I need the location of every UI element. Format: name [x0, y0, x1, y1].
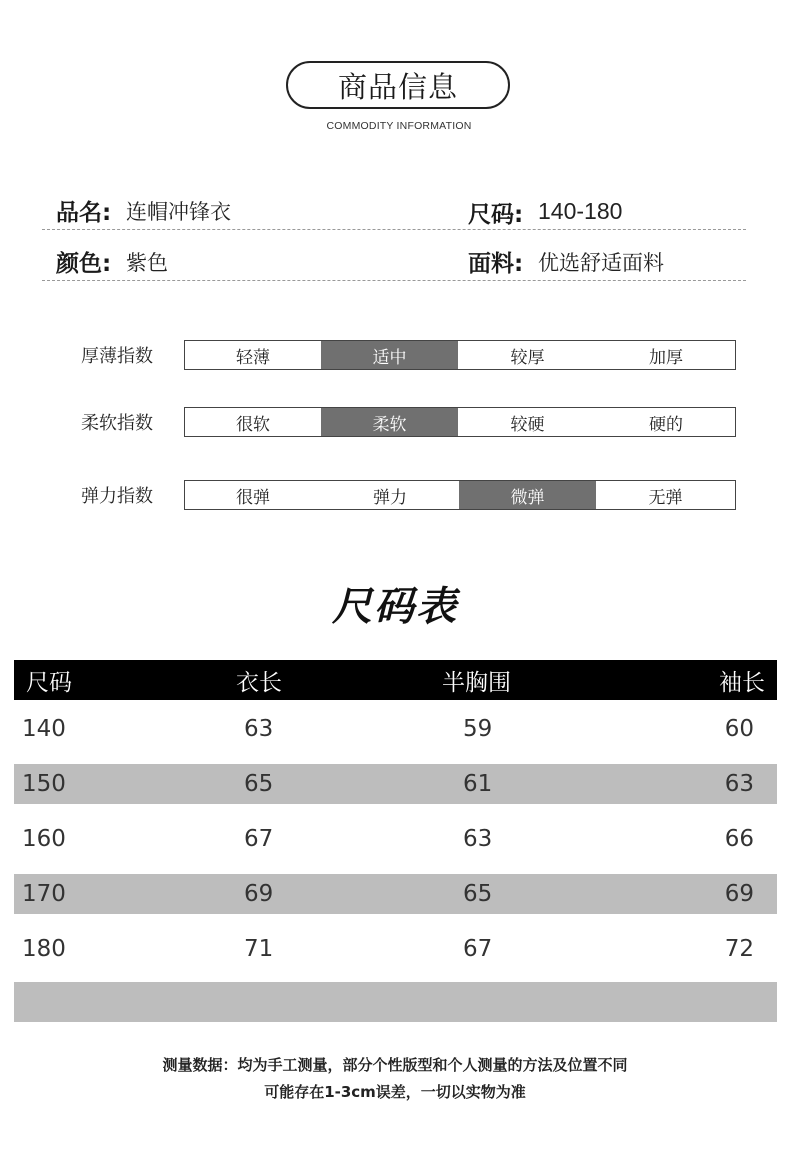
info-key-color: 颜色: [56, 251, 112, 277]
table-cell: 69 [724, 881, 754, 907]
table-cell: 67 [463, 936, 493, 962]
table-row-empty [14, 982, 777, 1022]
index-option: 无弹 [648, 487, 683, 508]
table-cell: 65 [244, 771, 274, 797]
table-row [14, 874, 777, 914]
size-chart-title: 尺码表 [332, 584, 458, 630]
index-option: 弹力 [373, 487, 407, 508]
info-value-fabric: 优选舒适面料 [538, 251, 664, 275]
measurement-note-line1: 测量数据：均为手工测量，部分个性版型和个人测量的方法及位置不同 [162, 1056, 628, 1074]
table-cell: 170 [22, 881, 66, 907]
index-option: 很弹 [236, 487, 270, 508]
info-divider [42, 229, 746, 230]
table-header-cell: 半胸围 [442, 669, 511, 696]
table-cell: 150 [22, 771, 66, 797]
table-cell: 63 [244, 716, 274, 742]
index-scale-softness [184, 407, 736, 437]
index-option: 较厚 [510, 347, 545, 368]
index-option-selected: 柔软 [321, 408, 458, 436]
table-row [14, 929, 777, 969]
section-title: 商品信息 [337, 69, 458, 104]
section-subtitle: COMMODITY INFORMATION [326, 120, 472, 132]
index-option: 轻薄 [236, 347, 270, 368]
index-label-thickness: 厚薄指数 [81, 346, 153, 367]
table-cell: 72 [724, 936, 754, 962]
table-cell: 66 [724, 826, 754, 852]
table-cell: 140 [22, 716, 66, 742]
table-cell: 180 [22, 936, 66, 962]
index-option: 加厚 [649, 347, 683, 368]
table-row [14, 764, 777, 804]
index-scale-elasticity [184, 480, 736, 510]
info-value-color: 紫色 [126, 251, 168, 275]
table-cell: 65 [463, 881, 493, 907]
table-row [14, 709, 777, 749]
index-label-softness: 柔软指数 [81, 413, 153, 434]
table-cell: 59 [463, 716, 493, 742]
table-header-cell: 尺码 [26, 669, 72, 696]
index-option-selected: 微弹 [459, 481, 596, 509]
index-label-elasticity: 弹力指数 [81, 486, 153, 507]
table-header-cell: 衣长 [236, 669, 282, 696]
table-header-cell: 袖长 [719, 669, 765, 696]
index-option-selected: 适中 [321, 341, 458, 369]
table-cell: 60 [724, 716, 754, 742]
index-option: 较硬 [510, 414, 545, 435]
info-key-name: 品名: [56, 200, 112, 226]
table-cell: 63 [463, 826, 493, 852]
table-header-row [14, 660, 777, 700]
table-row [14, 819, 777, 859]
info-value-name: 连帽冲锋衣 [126, 200, 231, 224]
table-cell: 69 [244, 881, 274, 907]
table-cell: 160 [22, 826, 66, 852]
section-title-pill [286, 61, 510, 109]
index-option: 硬的 [649, 414, 683, 435]
table-cell: 67 [244, 826, 274, 852]
info-key-size: 尺码: [468, 202, 524, 228]
table-cell: 71 [244, 936, 274, 962]
index-scale-thickness [184, 340, 736, 370]
info-key-fabric: 面料: [468, 251, 524, 277]
table-cell: 63 [724, 771, 754, 797]
index-option: 很软 [236, 414, 270, 435]
measurement-note-line2: 可能存在1-3cm误差，一切以实物为准 [264, 1083, 526, 1101]
table-cell: 61 [463, 771, 493, 797]
info-value-size: 140-180 [538, 198, 623, 224]
info-divider [42, 280, 746, 281]
